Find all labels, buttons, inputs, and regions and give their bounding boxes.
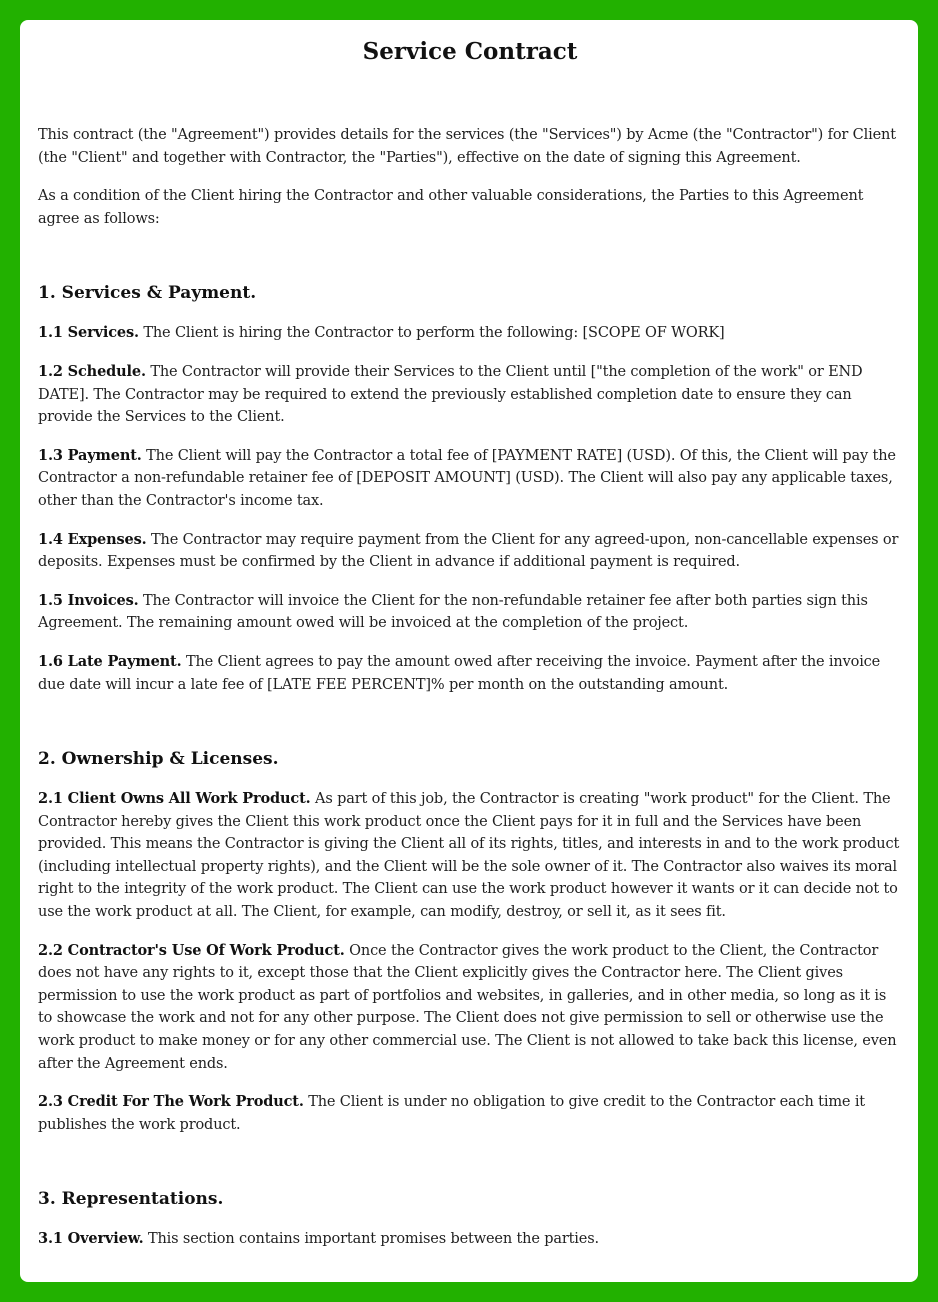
clause-label: 1.4 Expenses.: [38, 530, 147, 548]
clause-text: The Contractor will provide their Services to the Client until ["the completion of the work" or END DATE]. The Contractor may be required to extend the previously established completion date to ensure they can provide the Services to the Client.: [38, 363, 863, 426]
clause-label: 1.3 Payment.: [38, 446, 142, 464]
intro-block: [38, 124, 902, 230]
clause: [38, 445, 902, 513]
clause: [38, 651, 902, 696]
section-representations: [38, 1188, 902, 1251]
clause: [38, 788, 902, 924]
clause: [38, 361, 902, 429]
clause: [38, 322, 902, 345]
clause-label: 2.2 Contractor's Use Of Work Product.: [38, 941, 345, 959]
clause-label: 2.1 Client Owns All Work Product.: [38, 790, 311, 808]
clause: [38, 529, 902, 574]
clause-text: The Contractor may require payment from the Client for any agreed-upon, non-cancellable expenses or deposits. Expenses must be confirmed by the Client in advance if additional payment is required.: [38, 531, 899, 571]
clause: [38, 1228, 902, 1251]
intro-paragraph: As a condition of the Client hiring the Contractor and other valuable considerations, the Parties to this Agreement agree as follows:: [38, 188, 864, 227]
clause-label: 1.6 Late Payment.: [38, 652, 182, 670]
section-heading: 2. Ownership & Licenses.: [38, 749, 279, 770]
clause-label: 2.3 Credit For The Work Product.: [38, 1093, 304, 1111]
document-title: Service Contract: [362, 38, 578, 65]
clause-text: The Client agrees to pay the amount owed after receiving the invoice. Payment after the invoice due date will incur a late fee of [LATE FEE PERCENT]% per month on the outstanding amount.: [38, 653, 881, 693]
clause-text: The Client is under no obligation to give credit to the Contractor each time it publishes the work product.: [38, 1094, 865, 1133]
section-heading: 1. Services & Payment.: [38, 283, 257, 304]
clause-label: 1.2 Schedule.: [38, 362, 146, 380]
clause: [38, 940, 902, 1076]
section-services-payment: [38, 282, 902, 696]
clause-text: The Client will pay the Contractor a total fee of [PAYMENT RATE] (USD). Of this, the Client will pay the Contractor a non-refundable retainer fee of [DEPOSIT AMOUNT] (USD). The Client will also pay any applicable taxes, other than the Contractor's income tax.: [38, 447, 896, 509]
clause-text: The Client is hiring the Contractor to perform the following: [SCOPE OF WORK]: [143, 325, 725, 342]
intro-paragraph: This contract (the "Agreement") provides details for the services (the "Services") by Acme (the "Contractor") for Client (the "Client" and together with Contractor, the "Parties"), effective on the date of signing this Agreement.: [38, 127, 896, 166]
clause-text: This section contains important promises between the parties.: [147, 1231, 599, 1248]
clause-label: 3.1 Overview.: [38, 1230, 144, 1248]
section-ownership-licenses: [38, 748, 902, 1136]
clause-text: Once the Contractor gives the work product to the Client, the Contractor does not have any rights to it, except those that the Client explicitly gives the Contractor here. The Client gives permission to use the work product as part of portfolios and websites, in galleries, and in other media, so long as it is to showcase the work and not for any other purpose. The Client does not give permission to sell or otherwise use the work product to make money or for any other commercial use. The Client is not allowed to take back this license, even after the Agreement ends.: [38, 942, 897, 1072]
clause: [38, 590, 902, 635]
section-heading: 3. Representations.: [38, 1189, 224, 1210]
clause-label: 1.1 Services.: [38, 324, 139, 342]
clause-label: 1.5 Invoices.: [38, 591, 139, 609]
clause: [38, 1091, 902, 1136]
clause-text: As part of this job, the Contractor is creating "work product" for the Client. The Contractor hereby gives the Client this work product once the Client pays for it in full and the Services have been provided. This means the Contractor is giving the Client all of its rights, titles, and interests in and to the work product (including intellectual property rights), and the Client will be the sole owner of it. The Contractor also waives its moral right to the integrity of the work product. The Client can use the work product however it wants or it can decide not to use the work product at all. The Client, for example, can modify, destroy, or sell it, as it sees fit.: [38, 791, 900, 921]
clause-text: The Contractor will invoice the Client for the non-refundable retainer fee after both parties sign this Agreement. The remaining amount owed will be invoiced at the completion of the project.: [38, 592, 868, 632]
contract-page: [20, 20, 918, 1282]
